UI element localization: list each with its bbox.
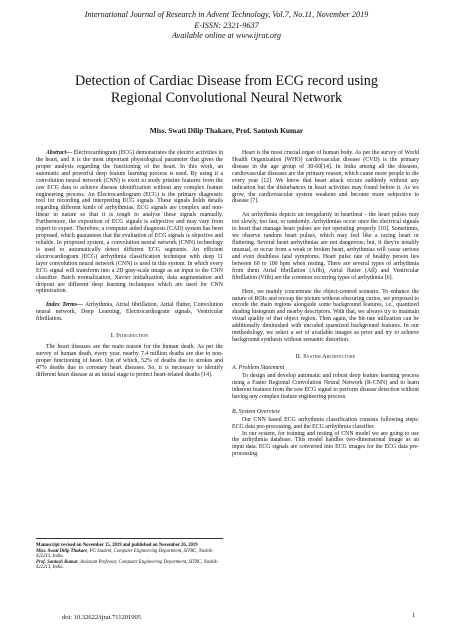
section-number: I. [110, 332, 115, 340]
footnote-author1-name: Miss. Swati Dilip Thakare [36, 548, 88, 554]
system-overview-paragraph-1: Our CNN based ECG arrhythmia classification consists following steps: ECG data pre-processing, and the ECG arrhythmia classifier. [232, 416, 419, 430]
intro-paragraph-4: Here, we mainly concentrate the object-centred scenario. To enhance the nature of ROIs and recoup the picture without obscuring curios, we proposed to encode the main regions alongside some background features, i.e., quantized shading histogram and nearby descriptors. With that, we always try to maintain visual quality of that object region. Then again, the bit-rate utilization can be additionally diminished with encoded quantized background features. In our methodology, we select a set of available images as prior and try to achieve background synthesis without semantic distortion. [232, 288, 419, 344]
paper-title-line2: Regional Convolutional Neural Network [110, 90, 343, 106]
footnote-author2-name: Prof. Santosh Kumar [36, 559, 78, 565]
journal-issn: E-ISSN: 2321-9637 [194, 20, 259, 30]
paper-title-line1: Detection of Cardiac Disease from ECG record using [75, 73, 378, 89]
abstract-text: Electrocardiogram (ECG) demonstrates the electric activities in the heart, and it is the most important physiological parameter that gives the proper analysis regarding the functioning of the heart. In this work, an automatic and powerful deep feature learning process is used. By using it a convolution neural network (CNN) is exert to study pristine features from the raw ECG data to achieve disease identification without any complex feature engineering process. An Electrocardiogram (ECG) is the primary diagnostic tool for recording and interpreting ECG signals. These signals holds details regarding different kinds of arrhythmias, ECG signals are complex and non-linear in nature so that it is tough to analyse these signals manually. Furthermore, the exposition of ECG signals is subjective and may vary from expert to expert. Therefore, a computer aided diagnosis (CAD) system has been proposed, which guarantees that the evaluation of ECG signals is objective and reliable. In proposed system, a convolution neural network (CNN) technology is used to automatically detect different ECG segments. An efficient electrocardiogram (ECG) arrhythmia classification technique with deep 11 layer convolution neural network (CNN) is used in this system. In which every ECG signal will transform into a 2D gray-scale image as an input to the CNN classifier. Batch normalization, Xavier initialization, data augmentation and dropout are different deep learning techniques which are used for CNN optimization. [36, 150, 223, 295]
journal-website: Available online at www.ijrat.org [172, 31, 281, 40]
footnote-author2 [36, 560, 223, 571]
index-terms-text: Arrhythmia, Atrial fibrillation, Atrial flutter, Convolution neural network, Deep Learning, Electrocardiogram signals, Ventricular fibrillation. [36, 302, 223, 323]
subsection-heading-problem-statement: A. Problem Statement [232, 364, 285, 371]
author-line: Miss. Swati Dilip Thakare, Prof. Santosh Kumar [149, 126, 304, 135]
doi-line: doi: 10.32622/ijrat.711201905 [62, 614, 142, 621]
section-title: Introduction [116, 332, 149, 340]
footnote [36, 538, 223, 571]
left-column [36, 150, 223, 379]
footnote-author1-affiliation: , PG Student, Computer Engineering Department, SITRC, Nashik-422213, India. [36, 548, 214, 560]
intro-paragraph-1: The heart diseases are the main reason for the human death. As per the survey of human death, every year, nearby 7.4 million deaths are due to non-proper functioning of heart. Out of which, 52% of deaths due to strokes and 47% deaths due to coronary heart diseases. So, it is necessary to identify different heart disease at an initial stage to protect heart-related deaths [14]. [36, 344, 223, 378]
problem-statement-paragraph: To design and develop automatic and robust deep feature learning process using a Faster Regional Convolution Neural Network (R-CNN) and to learn inherent features from the raw ECG signal to perform disease detection without having any complex feature engineering process. [232, 372, 419, 400]
abstract-paragraph [36, 150, 223, 295]
journal-header [40, 10, 413, 42]
right-column [232, 150, 419, 458]
subsection-heading-system-overview: B. System Overview [232, 408, 280, 415]
index-terms-paragraph [36, 302, 223, 323]
page-number: 1 [412, 612, 416, 619]
paper-title [40, 73, 413, 107]
intro-paragraph-3: An arrhythmia depicts an irregularity in heartbeat - the heart pulses may too slowly, too fast, or randomly. Arrhythmias occur once the electrical signals to heart that manage heart pulses are not operating properly [10]. Sometimes, we observe random heart pulses, which may feel like a racing heart or fluttering. Several heart arrhythmias are not dangerous; but, if they're notably unusual, or occur from a weak or broken heart, arrhythmias will cause serious and even doubtless fatal symptoms. Heart pulse rate of healthy person lies between 60 to 100 bpm when resting. There are several types of arrhythmia from them Atrial fibrillation (Afib), Atrial flutter (Afl) and Ventricular fibrillation (Vfib) are the common occurring types of arrhythmia [6]. [232, 212, 419, 281]
footnote-author2-affiliation: , Assistant Professor, Computer Engineering Department, SITRC, Nashik-422213, India. [36, 559, 219, 571]
footnote-manuscript: Manuscript revised on November 15, 2019 and published on November 26, 2019 [36, 543, 198, 548]
section-number: II. [295, 352, 302, 360]
journal-name: International Journal of Research in Advent Technology, Vol.7, No.11, November 2019 [84, 10, 369, 19]
section-heading-introduction [36, 332, 223, 339]
section-title: System Architecture [303, 352, 356, 360]
footnote-author1 [36, 549, 223, 560]
section-heading-system-architecture [232, 353, 419, 360]
system-overview-paragraph-2: In our system, for training and testing of CNN model we are going to use the arrhythmia database. This model handles two-dimensional image as an input data. ECG signals are converted into ECG images for the ECG data pre-processing. [232, 430, 419, 458]
intro-paragraph-2: Heart is the most crucial organ of human body. As per the survey of World Health Organization (WHO) cardiovascular disease (CVD) is the primary disease in the age group of 30-60[14]. In India among all the diseases, cardiovascular diseases are the primary reason, which cause more people to die every year [12]. We know that heart attack occurs suddenly without any indication but the disturbances in heart activities may found before it. As we grow, the cardiovascular system weakens and become more subjective to disease [7]. [232, 150, 419, 205]
abstract-label: Abstract— [46, 150, 72, 156]
index-terms-label: Index Terms— [46, 302, 83, 309]
